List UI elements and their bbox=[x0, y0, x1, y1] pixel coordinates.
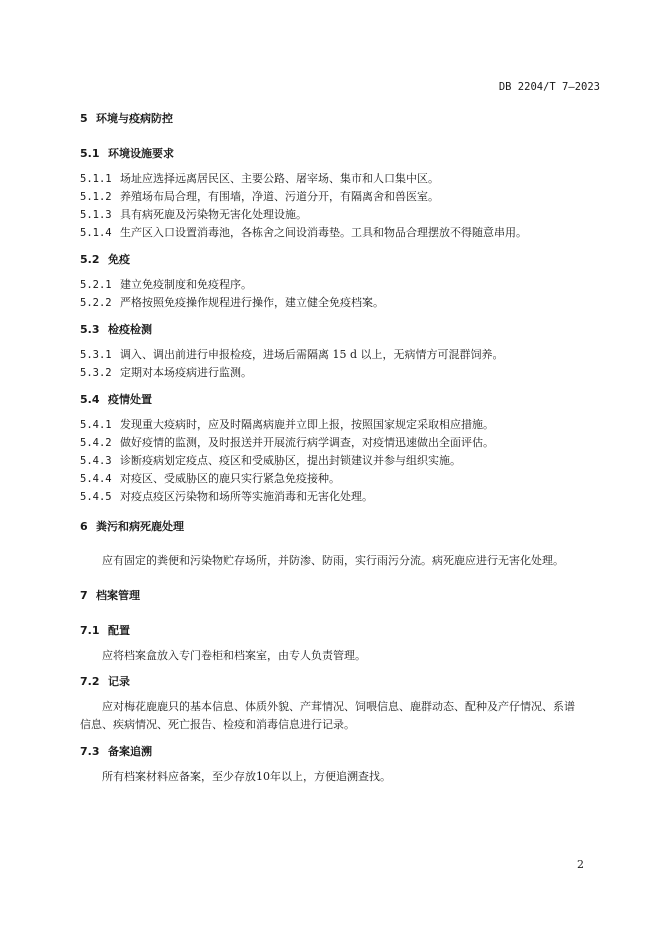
section-6-heading bbox=[80, 518, 184, 534]
clause-number: 5.4.1 bbox=[80, 419, 112, 431]
section-5-heading bbox=[80, 110, 173, 126]
subsection-number: 7.2 bbox=[80, 675, 100, 688]
subsection-7-1-paragraph: 应将档案盒放入专门卷柜和档案室，由专人负责管理。 bbox=[102, 649, 366, 662]
subsection-title: 疫情处置 bbox=[108, 393, 152, 406]
subsection-title: 配置 bbox=[108, 624, 130, 637]
section-number: 5 bbox=[80, 112, 88, 125]
subsection-title: 检疫检测 bbox=[108, 323, 152, 336]
subsection-number: 7.1 bbox=[80, 624, 100, 637]
clause-text: 做好疫情的监测，及时报送并开展流行病学调查，对疫情迅速做出全面评估。 bbox=[120, 436, 494, 449]
clause-number: 5.1.1 bbox=[80, 173, 112, 185]
section-title: 档案管理 bbox=[96, 589, 140, 602]
subsection-number: 7.3 bbox=[80, 745, 100, 758]
clause-5-1-4 bbox=[80, 224, 527, 240]
subsection-7-3-heading bbox=[80, 743, 152, 759]
section-title: 粪污和病死鹿处理 bbox=[96, 520, 184, 533]
clause-5-1-1 bbox=[80, 170, 439, 186]
subsection-7-2-paragraph-line-2: 信息、疾病情况、死亡报告、检疫和消毒信息进行记录。 bbox=[80, 718, 355, 731]
subsection-number: 5.3 bbox=[80, 323, 100, 336]
section-number: 7 bbox=[80, 589, 88, 602]
clause-number: 5.1.4 bbox=[80, 227, 112, 239]
clause-5-4-3 bbox=[80, 452, 461, 468]
clause-text: 诊断疫病划定疫点、疫区和受威胁区，提出封锁建议并参与组织实施。 bbox=[120, 454, 461, 467]
subsection-7-3-paragraph: 所有档案材料应备案，至少存放10年以上，方便追溯查找。 bbox=[102, 770, 391, 783]
section-number: 6 bbox=[80, 520, 88, 533]
clause-text: 具有病死鹿及污染物无害化处理设施。 bbox=[120, 208, 307, 221]
subsection-number: 5.4 bbox=[80, 393, 100, 406]
clause-text: 发现重大疫病时，应及时隔离病鹿并立即上报，按照国家规定采取相应措施。 bbox=[120, 418, 494, 431]
subsection-5-4-heading bbox=[80, 391, 152, 407]
subsection-5-3-heading bbox=[80, 321, 152, 337]
clause-text: 生产区入口设置消毒池，各栋舍之间设消毒垫。工具和物品合理摆放不得随意串用。 bbox=[120, 226, 527, 239]
clause-5-3-2 bbox=[80, 364, 252, 380]
section-7-heading bbox=[80, 587, 140, 603]
clause-number: 5.3.2 bbox=[80, 367, 112, 379]
subsection-title: 环境设施要求 bbox=[108, 147, 174, 160]
clause-number: 5.2.1 bbox=[80, 279, 112, 291]
subsection-7-2-heading bbox=[80, 673, 130, 689]
section-title: 环境与疫病防控 bbox=[96, 112, 173, 125]
clause-number: 5.1.2 bbox=[80, 191, 112, 203]
clause-text: 场址应选择远离居民区、主要公路、屠宰场、集市和人口集中区。 bbox=[120, 172, 439, 185]
clause-5-4-4 bbox=[80, 470, 340, 486]
clause-text: 建立免疫制度和免疫程序。 bbox=[120, 278, 252, 291]
subsection-number: 5.1 bbox=[80, 147, 100, 160]
clause-5-4-2 bbox=[80, 434, 494, 450]
clause-number: 5.4.5 bbox=[80, 491, 112, 503]
subsection-5-2-heading bbox=[80, 251, 130, 267]
subsection-number: 5.2 bbox=[80, 253, 100, 266]
subsection-7-1-heading bbox=[80, 622, 130, 638]
clause-5-4-5 bbox=[80, 488, 373, 504]
subsection-5-1-heading bbox=[80, 145, 174, 161]
clause-number: 5.4.3 bbox=[80, 455, 112, 467]
clause-text: 调入、调出前进行申报检疫，进场后需隔离 15 d 以上，无病情方可混群饲养。 bbox=[120, 348, 504, 361]
clause-5-1-3 bbox=[80, 206, 307, 222]
clause-text: 对疫点疫区污染物和场所等实施消毒和无害化处理。 bbox=[120, 490, 373, 503]
clause-number: 5.1.3 bbox=[80, 209, 112, 221]
clause-number: 5.3.1 bbox=[80, 349, 112, 361]
clause-text: 严格按照免疫操作规程进行操作，建立健全免疫档案。 bbox=[120, 296, 384, 309]
subsection-title: 免疫 bbox=[108, 253, 130, 266]
clause-text: 对疫区、受威胁区的鹿只实行紧急免疫接种。 bbox=[120, 472, 340, 485]
clause-5-4-1 bbox=[80, 416, 494, 432]
clause-5-2-2 bbox=[80, 294, 384, 310]
document-id: DB 2204/T 7—2023 bbox=[498, 81, 600, 93]
subsection-title: 备案追溯 bbox=[108, 745, 152, 758]
clause-5-2-1 bbox=[80, 276, 252, 292]
subsection-title: 记录 bbox=[108, 675, 130, 688]
clause-5-1-2 bbox=[80, 188, 439, 204]
clause-number: 5.4.4 bbox=[80, 473, 112, 485]
section-6-paragraph: 应有固定的粪便和污染物贮存场所，并防渗、防雨，实行雨污分流。病死鹿应进行无害化处理。 bbox=[102, 554, 564, 567]
clause-5-3-1 bbox=[80, 346, 504, 362]
clause-text: 养殖场布局合理，有围墙，净道、污道分开，有隔离舍和兽医室。 bbox=[120, 190, 439, 203]
clause-text: 定期对本场疫病进行监测。 bbox=[120, 366, 252, 379]
page-number: 2 bbox=[577, 858, 584, 871]
subsection-7-2-paragraph-line-1: 应对梅花鹿鹿只的基本信息、体质外貌、产茸情况、饲喂信息、鹿群动态、配种及产仔情况、系谱 bbox=[102, 700, 575, 713]
clause-number: 5.4.2 bbox=[80, 437, 112, 449]
clause-number: 5.2.2 bbox=[80, 297, 112, 309]
